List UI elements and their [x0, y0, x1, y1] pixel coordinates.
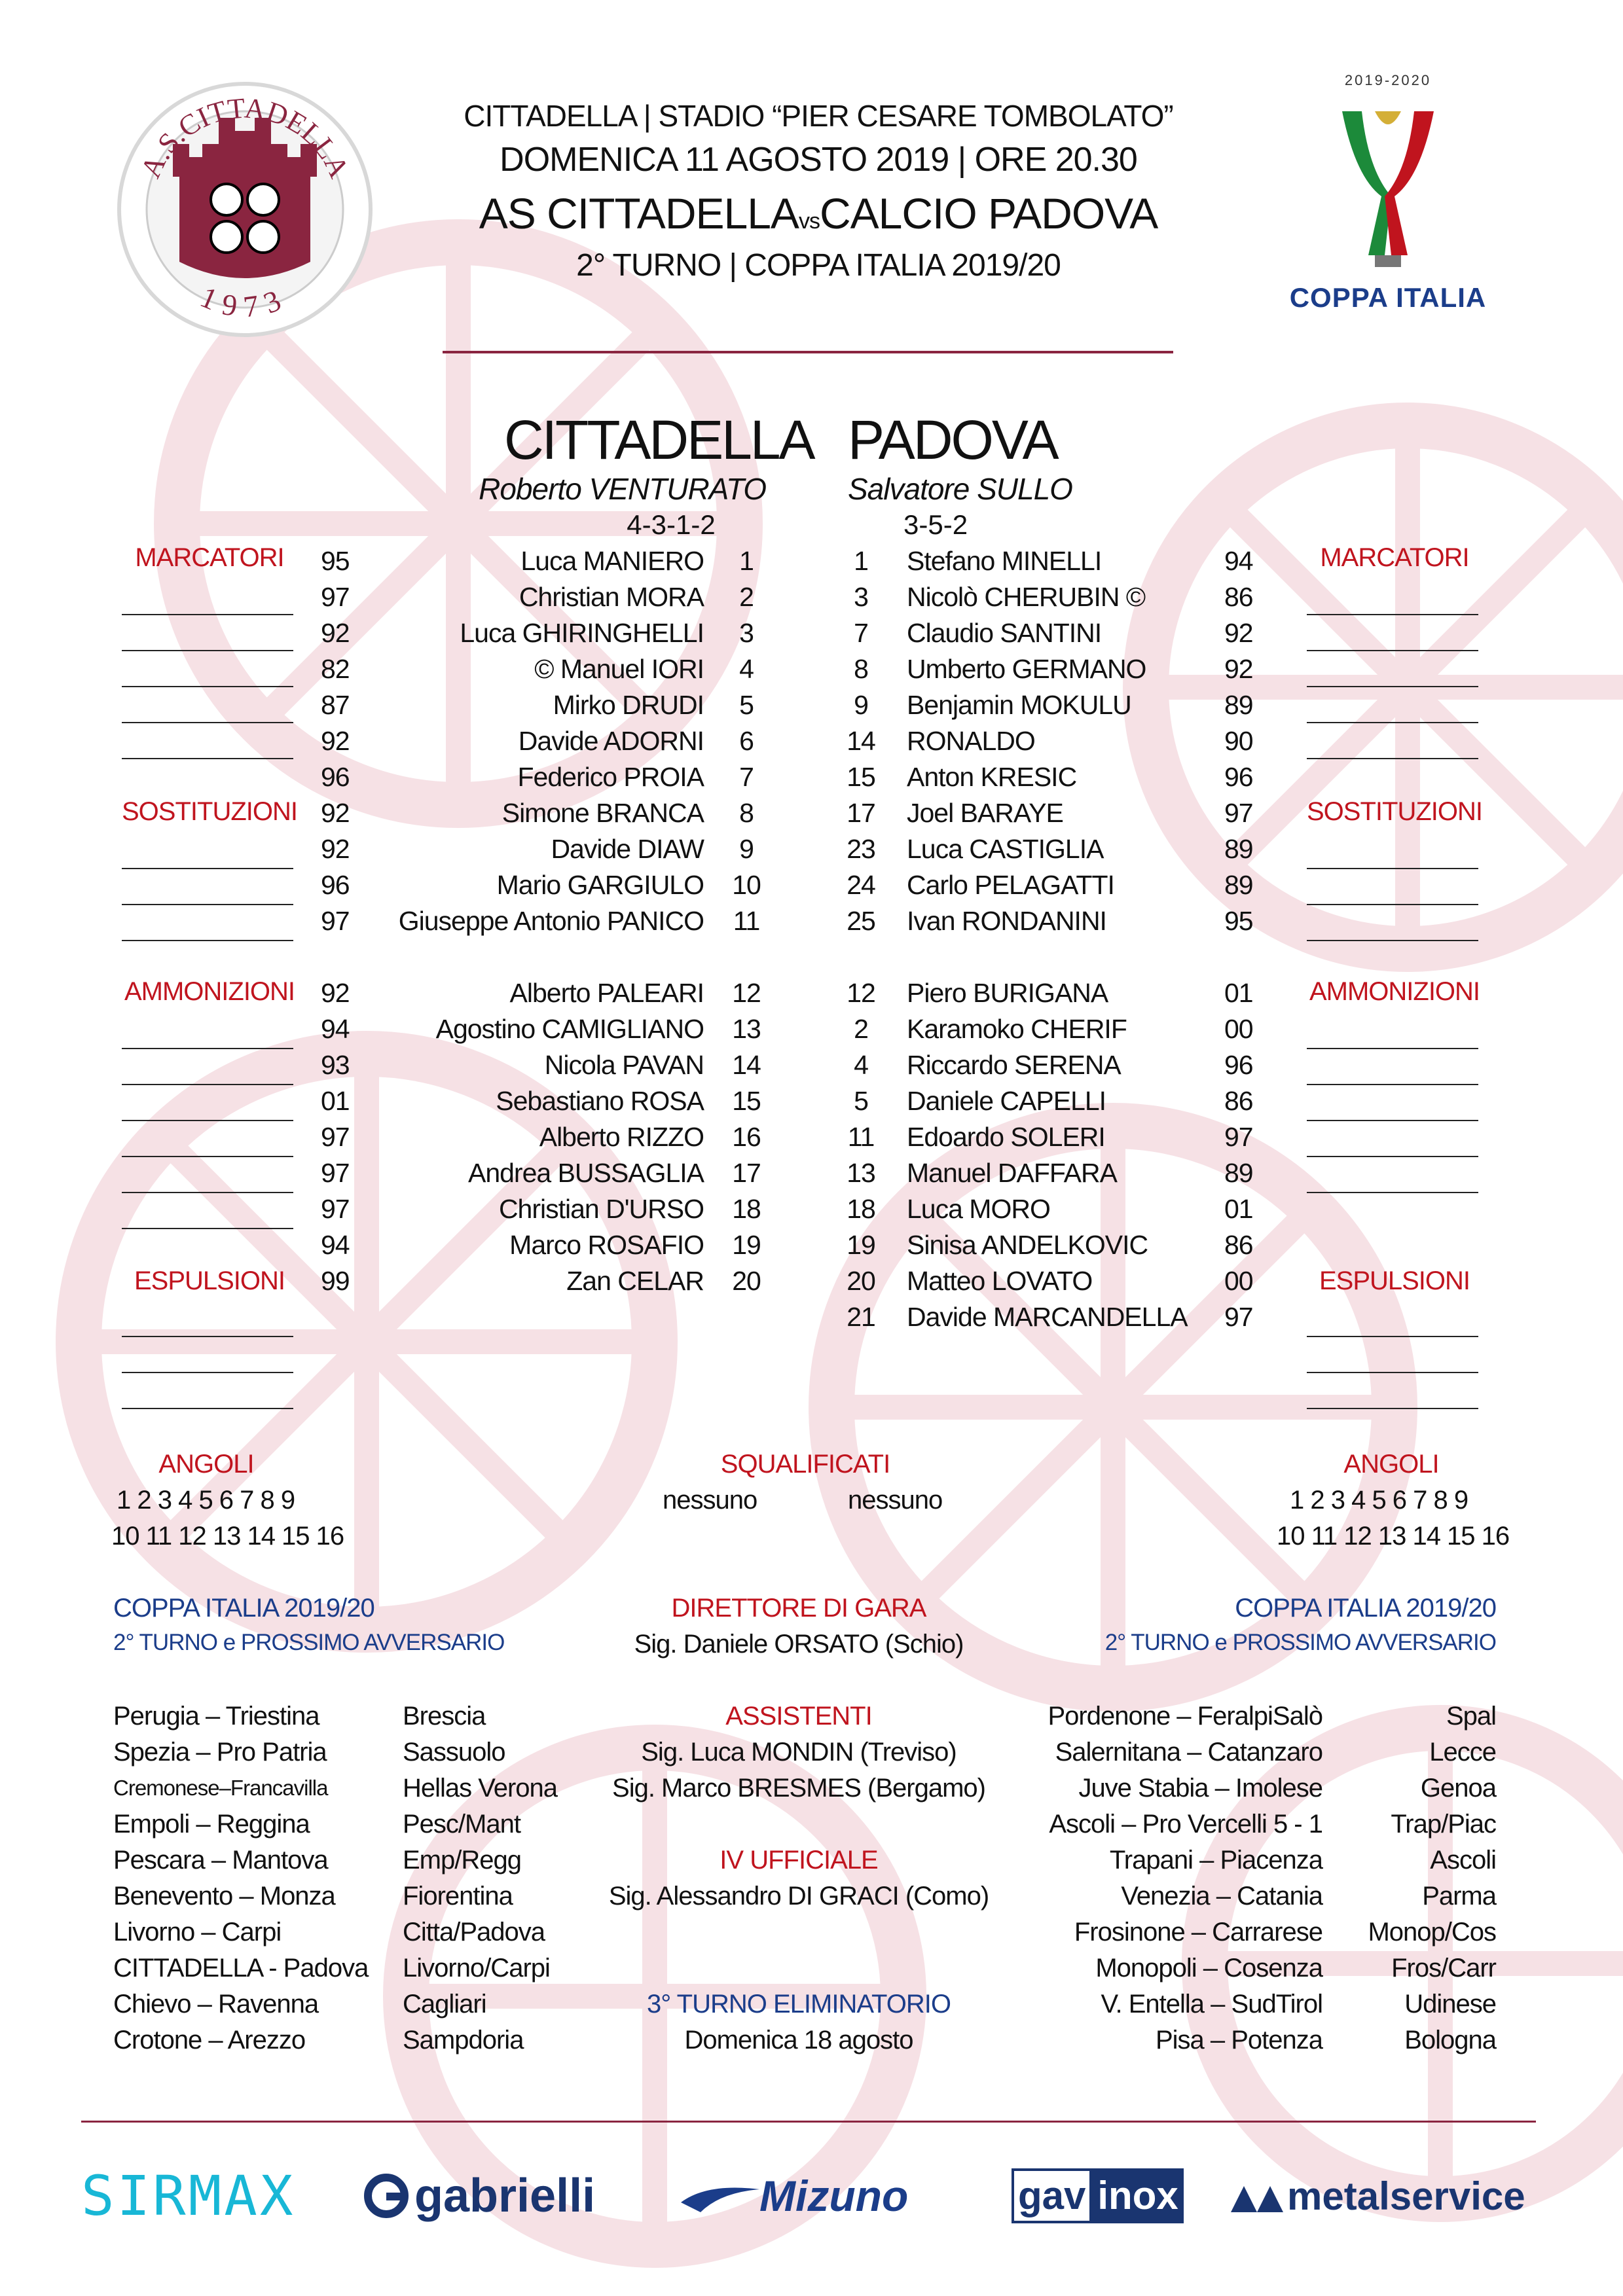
- fixture-next: Citta/Padova: [403, 1918, 545, 1946]
- right-cup-title: COPPA ITALIA 2019/20: [1235, 1594, 1496, 1623]
- fixture-match: Salernitana – Catanzaro: [1055, 1738, 1322, 1767]
- home-player-name: Mario GARGIULO: [496, 870, 704, 900]
- home-player-year: 97: [321, 1194, 350, 1224]
- write-line[interactable]: [1307, 1408, 1478, 1409]
- home-player-number: 14: [732, 1050, 761, 1080]
- write-line[interactable]: [122, 1120, 293, 1121]
- write-line[interactable]: [1307, 1372, 1478, 1373]
- home-player-name: Sebastiano ROSA: [496, 1086, 704, 1116]
- home-player-name: Christian D'URSO: [498, 1194, 704, 1224]
- fixture-match: V. Entella – SudTirol: [1101, 1990, 1322, 2018]
- fixture-match: Frosinone – Carrarese: [1074, 1918, 1322, 1946]
- write-line[interactable]: [122, 1408, 293, 1409]
- home-player-number: 10: [732, 870, 761, 900]
- write-line[interactable]: [1307, 1084, 1478, 1085]
- fixture-next: Sassuolo: [403, 1738, 505, 1767]
- write-line[interactable]: [1307, 1048, 1478, 1049]
- away-player-number: 21: [847, 1302, 875, 1332]
- away-player-name: Carlo PELAGATTI: [907, 870, 1114, 900]
- away-player-number: 23: [847, 834, 875, 864]
- left-cup-title: COPPA ITALIA 2019/20: [113, 1594, 374, 1623]
- home-player-year: 94: [321, 1014, 350, 1044]
- mizuno-logo-text: Mizuno: [759, 2172, 909, 2220]
- away-corners-row1[interactable]: 1 2 3 4 5 6 7 8 9: [1290, 1486, 1468, 1515]
- fixture-next: Parma: [1422, 1882, 1496, 1910]
- fixture-match: Trapani – Piacenza: [1109, 1846, 1322, 1874]
- home-player-year: 92: [321, 834, 350, 864]
- fixture-next: Livorno/Carpi: [403, 1954, 550, 1982]
- write-line[interactable]: [122, 758, 293, 759]
- cup-name: COPPA ITALIA: [1289, 282, 1487, 313]
- write-line[interactable]: [122, 1084, 293, 1085]
- home-player-number: 18: [732, 1194, 761, 1224]
- home-player-number: 15: [732, 1086, 761, 1116]
- write-line[interactable]: [1307, 1156, 1478, 1157]
- referee-title: DIRETTORE DI GARA: [671, 1594, 926, 1623]
- fixture-next: Ascoli: [1430, 1846, 1496, 1874]
- fixture-match: Perugia – Triestina: [113, 1702, 319, 1731]
- away-player-year: 95: [1224, 906, 1253, 936]
- fourth-official-name: Sig. Alessandro DI GRACI (Como): [608, 1882, 989, 1910]
- referee-name: Sig. Daniele ORSATO (Schio): [634, 1630, 964, 1659]
- away-player-name: Luca MORO: [907, 1194, 1050, 1224]
- home-suspended: nessuno: [663, 1486, 757, 1515]
- fixture-match: Chievo – Ravenna: [113, 1990, 319, 2018]
- away-player-year: 97: [1224, 1302, 1253, 1332]
- home-player-name: Giuseppe Antonio PANICO: [398, 906, 704, 936]
- home-player-number: 16: [732, 1122, 761, 1152]
- fixture-next: Brescia: [403, 1702, 486, 1731]
- left-cup-subtitle: 2° TURNO e PROSSIMO AVVERSARIO: [113, 1630, 505, 1655]
- cup-trophy-icon: [1329, 98, 1447, 275]
- away-player-name: Claudio SANTINI: [907, 618, 1102, 648]
- gabrielli-g-icon: [363, 2173, 409, 2219]
- sponsor-gavinox: [1012, 2160, 1182, 2232]
- home-player-year: 92: [321, 618, 350, 648]
- away-player-number: 5: [854, 1086, 868, 1116]
- gavinox-logo-inox: inox: [1092, 2168, 1183, 2223]
- home-player-name: Luca MANIERO: [520, 546, 704, 576]
- home-corners-label: ANGOLI: [158, 1450, 254, 1479]
- home-corners-row2[interactable]: 10 11 12 13 14 15 16: [111, 1522, 344, 1551]
- home-player-name: © Manuel IORI: [534, 654, 704, 684]
- header-vs: vs: [798, 209, 820, 234]
- away-player-name: RONALDO: [907, 726, 1035, 756]
- home-player-number: 2: [739, 582, 754, 612]
- away-scorers-label: MARCATORI: [1320, 543, 1469, 572]
- home-player-name: Simone BRANCA: [501, 798, 704, 828]
- write-line[interactable]: [122, 1228, 293, 1229]
- home-player-name: Zan CELAR: [566, 1266, 704, 1296]
- away-player-number: 14: [847, 726, 875, 756]
- next-round-date: Domenica 18 agosto: [684, 2026, 913, 2054]
- home-player-year: 93: [321, 1050, 350, 1080]
- suspended-label: SQUALIFICATI: [720, 1450, 890, 1479]
- away-player-number: 13: [847, 1158, 875, 1188]
- write-line[interactable]: [1307, 1120, 1478, 1121]
- write-line[interactable]: [1307, 722, 1478, 723]
- home-sendoffs-label: ESPULSIONI: [134, 1266, 285, 1295]
- home-player-year: 99: [321, 1266, 350, 1296]
- write-line[interactable]: [122, 904, 293, 905]
- home-player-name: Andrea BUSSAGLIA: [467, 1158, 704, 1188]
- home-subs-label: SOSTITUZIONI: [122, 797, 297, 826]
- home-player-year: 92: [321, 726, 350, 756]
- away-player-number: 19: [847, 1230, 875, 1260]
- home-player-year: 97: [321, 906, 350, 936]
- home-formation: 4-3-1-2: [627, 509, 716, 540]
- write-line[interactable]: [122, 722, 293, 723]
- fixture-next: Sampdoria: [403, 2026, 524, 2054]
- away-player-number: 11: [847, 1122, 875, 1152]
- gabrielli-logo-text: gabrielli: [414, 2170, 596, 2222]
- home-bookings-label: AMMONIZIONI: [124, 977, 295, 1006]
- fixture-match: Ascoli – Pro Vercelli 5 - 1: [1049, 1810, 1322, 1839]
- fixture-next: Bologna: [1404, 2026, 1496, 2054]
- gavinox-logo-gav: gav: [1012, 2168, 1092, 2223]
- away-subs-label: SOSTITUZIONI: [1307, 797, 1482, 826]
- away-player-year: 89: [1224, 1158, 1253, 1188]
- away-player-number: 2: [854, 1014, 868, 1044]
- header-match: [367, 188, 1270, 238]
- write-line[interactable]: [122, 868, 293, 869]
- away-player-year: 92: [1224, 654, 1253, 684]
- coppa-italia-logo: [1283, 65, 1493, 353]
- away-player-number: 1: [854, 546, 868, 576]
- assistant-2: Sig. Marco BRESMES (Bergamo): [612, 1774, 985, 1803]
- mizuno-runbird-icon: [681, 2176, 759, 2215]
- write-line[interactable]: [1307, 1336, 1478, 1337]
- fixture-next: Cagliari: [403, 1990, 486, 2018]
- write-line[interactable]: [122, 1048, 293, 1049]
- away-player-year: 00: [1224, 1266, 1253, 1296]
- away-player-year: 90: [1224, 726, 1253, 756]
- home-player-name: Marco ROSAFIO: [509, 1230, 704, 1260]
- away-player-name: Anton KRESIC: [907, 762, 1077, 792]
- away-player-year: 96: [1224, 1050, 1253, 1080]
- home-player-number: 4: [739, 654, 754, 684]
- away-player-name: Riccardo SERENA: [907, 1050, 1121, 1080]
- home-player-number: 19: [732, 1230, 761, 1260]
- write-line[interactable]: [122, 940, 293, 941]
- fixture-next: Hellas Verona: [403, 1774, 558, 1803]
- away-corners-row2[interactable]: 10 11 12 13 14 15 16: [1277, 1522, 1510, 1551]
- fixture-next: Spal: [1446, 1702, 1496, 1731]
- fixture-match: Benevento – Monza: [113, 1882, 335, 1910]
- away-player-number: 25: [847, 906, 875, 936]
- home-player-number: 17: [732, 1158, 761, 1188]
- header-home-team: AS CITTADELLA: [479, 189, 799, 238]
- away-player-number: 18: [847, 1194, 875, 1224]
- away-player-number: 20: [847, 1266, 875, 1296]
- home-player-number: 8: [739, 798, 754, 828]
- sponsor-mizuno: [681, 2160, 943, 2232]
- away-player-number: 15: [847, 762, 875, 792]
- fixture-match: Cremonese–Francavilla: [113, 1776, 328, 1800]
- home-player-year: 96: [321, 870, 350, 900]
- home-player-number: 12: [732, 978, 761, 1008]
- away-player-name: Sinisa ANDELKOVIC: [907, 1230, 1148, 1260]
- metalservice-logo-text: metalservice: [1287, 2174, 1525, 2218]
- write-line[interactable]: [122, 1192, 293, 1193]
- away-player-year: 00: [1224, 1014, 1253, 1044]
- away-player-number: 12: [847, 978, 875, 1008]
- home-player-name: Davide DIAW: [551, 834, 704, 864]
- home-player-year: 01: [321, 1086, 350, 1116]
- home-player-name: Christian MORA: [519, 582, 704, 612]
- away-formation: 3-5-2: [903, 509, 968, 540]
- header-venue: CITTADELLA | STADIO “PIER CESARE TOMBOLATO”: [464, 99, 1173, 133]
- fourth-official-title: IV UFFICIALE: [720, 1846, 878, 1874]
- home-player-number: 11: [733, 906, 760, 936]
- fixture-match: Spezia – Pro Patria: [113, 1738, 327, 1767]
- away-player-name: Ivan RONDANINI: [907, 906, 1106, 936]
- write-line[interactable]: [122, 1372, 293, 1373]
- away-player-year: 97: [1224, 1122, 1253, 1152]
- away-player-name: Davide MARCANDELLA: [907, 1302, 1188, 1332]
- away-player-name: Matteo LOVATO: [907, 1266, 1093, 1296]
- away-player-number: 17: [847, 798, 875, 828]
- cup-season: 2019-2020: [1344, 72, 1432, 88]
- write-line[interactable]: [1307, 614, 1478, 615]
- write-line[interactable]: [122, 686, 293, 687]
- write-line[interactable]: [122, 650, 293, 651]
- write-line[interactable]: [122, 1156, 293, 1157]
- home-player-year: 95: [321, 546, 350, 576]
- away-player-name: Daniele CAPELLI: [907, 1086, 1106, 1116]
- away-player-name: Piero BURIGANA: [907, 978, 1108, 1008]
- home-team-name: CITTADELLA: [504, 409, 814, 471]
- away-player-number: 24: [847, 870, 875, 900]
- fixture-next: Fros/Carr: [1391, 1954, 1496, 1982]
- footer-divider: [81, 2121, 1536, 2123]
- home-player-number: 3: [739, 618, 754, 648]
- away-player-number: 3: [854, 582, 868, 612]
- fixture-match: Monopoli – Cosenza: [1095, 1954, 1322, 1982]
- fixture-next: Fiorentina: [403, 1882, 513, 1910]
- write-line[interactable]: [1307, 904, 1478, 905]
- fixture-match: Pisa – Potenza: [1155, 2026, 1322, 2054]
- home-player-year: 82: [321, 654, 350, 684]
- fixture-next: Monop/Cos: [1368, 1918, 1496, 1946]
- away-player-number: 8: [854, 654, 868, 684]
- away-player-year: 97: [1224, 798, 1253, 828]
- away-corners-label: ANGOLI: [1343, 1450, 1439, 1479]
- header-away-team: CALCIO PADOVA: [819, 189, 1158, 238]
- fixture-next: Emp/Regg: [403, 1846, 521, 1874]
- write-line[interactable]: [1307, 650, 1478, 651]
- assistants-title: ASSISTENTI: [725, 1702, 872, 1731]
- away-player-name: Benjamin MOKULU: [907, 690, 1131, 720]
- fixture-next: Genoa: [1420, 1774, 1496, 1803]
- away-player-name: Karamoko CHERIF: [907, 1014, 1127, 1044]
- away-player-year: 89: [1224, 690, 1253, 720]
- away-player-name: Joel BARAYE: [907, 798, 1063, 828]
- fixture-next: Trap/Piac: [1391, 1810, 1496, 1839]
- metalservice-icon: [1231, 2179, 1283, 2212]
- away-player-year: 89: [1224, 870, 1253, 900]
- home-corners-row1[interactable]: 1 2 3 4 5 6 7 8 9: [117, 1486, 295, 1515]
- home-player-year: 92: [321, 798, 350, 828]
- write-line[interactable]: [1307, 1192, 1478, 1193]
- home-player-year: 97: [321, 1158, 350, 1188]
- home-player-name: Luca GHIRINGHELLI: [460, 618, 704, 648]
- next-round-title: 3° TURNO ELIMINATORIO: [647, 1990, 951, 2018]
- cittadella-logo: [114, 65, 376, 353]
- fixture-match: Venezia – Catania: [1121, 1882, 1322, 1910]
- write-line[interactable]: [1307, 940, 1478, 941]
- away-bookings-label: AMMONIZIONI: [1309, 977, 1480, 1006]
- sponsor-gabrielli: [363, 2160, 638, 2232]
- away-player-year: 96: [1224, 762, 1253, 792]
- away-player-year: 94: [1224, 546, 1253, 576]
- away-player-year: 89: [1224, 834, 1253, 864]
- home-player-year: 97: [321, 582, 350, 612]
- away-suspended: nessuno: [848, 1486, 943, 1515]
- away-coach: Salvatore SULLO: [848, 472, 1072, 506]
- fixture-match: Juve Stabia – Imolese: [1078, 1774, 1322, 1803]
- logo-top-text: A.S.CITTADELLA: [134, 92, 356, 183]
- away-player-number: 4: [854, 1050, 868, 1080]
- assistant-1: Sig. Luca MONDIN (Treviso): [641, 1738, 957, 1767]
- sponsor-sirmax: [81, 2160, 317, 2232]
- away-player-year: 86: [1224, 582, 1253, 612]
- home-player-year: 94: [321, 1230, 350, 1260]
- write-line[interactable]: [122, 614, 293, 615]
- away-player-name: Manuel DAFFARA: [907, 1158, 1117, 1188]
- away-sendoffs-label: ESPULSIONI: [1319, 1266, 1470, 1295]
- right-cup-subtitle: 2° TURNO e PROSSIMO AVVERSARIO: [1104, 1630, 1496, 1655]
- away-player-number: 7: [854, 618, 868, 648]
- header-round: 2° TURNO | COPPA ITALIA 2019/20: [576, 248, 1061, 283]
- home-player-number: 6: [739, 726, 754, 756]
- home-player-number: 5: [739, 690, 754, 720]
- home-player-name: Alberto RIZZO: [539, 1122, 704, 1152]
- fixture-match: Crotone – Arezzo: [113, 2026, 306, 2054]
- away-player-name: Stefano MINELLI: [907, 546, 1102, 576]
- home-player-year: 97: [321, 1122, 350, 1152]
- home-player-year: 87: [321, 690, 350, 720]
- away-player-year: 01: [1224, 1194, 1253, 1224]
- fixture-match: Empoli – Reggina: [113, 1810, 310, 1839]
- write-line[interactable]: [1307, 758, 1478, 759]
- away-player-year: 86: [1224, 1230, 1253, 1260]
- header-divider: [443, 351, 1173, 353]
- write-line[interactable]: [1307, 868, 1478, 869]
- fixture-next: Lecce: [1429, 1738, 1496, 1767]
- home-player-number: 7: [739, 762, 754, 792]
- home-player-name: Agostino CAMIGLIANO: [435, 1014, 704, 1044]
- sirmax-logo-text: SIRMAX: [81, 2164, 296, 2228]
- away-player-name: Nicolò CHERUBIN ©: [907, 582, 1146, 612]
- away-player-year: 92: [1224, 618, 1253, 648]
- logo-year-text: 1973: [195, 279, 295, 324]
- home-player-number: 1: [739, 546, 754, 576]
- header-date: DOMENICA 11 AGOSTO 2019 | ORE 20.30: [500, 141, 1137, 179]
- home-player-year: 92: [321, 978, 350, 1008]
- home-player-name: Alberto PALEARI: [509, 978, 704, 1008]
- fixture-match: CITTADELLA - Padova: [113, 1954, 369, 1982]
- write-line[interactable]: [1307, 686, 1478, 687]
- write-line[interactable]: [122, 1336, 293, 1337]
- fixture-next: Pesc/Mant: [403, 1810, 520, 1839]
- fixture-match: Pordenone – FeralpiSalò: [1048, 1702, 1322, 1731]
- home-player-number: 9: [739, 834, 754, 864]
- home-player-number: 20: [732, 1266, 761, 1296]
- sponsor-metalservice: [1231, 2160, 1539, 2232]
- away-team-name: PADOVA: [848, 409, 1057, 471]
- fixture-match: Livorno – Carpi: [113, 1918, 282, 1946]
- away-player-year: 01: [1224, 978, 1253, 1008]
- away-player-name: Umberto GERMANO: [907, 654, 1146, 684]
- fixture-next: Udinese: [1404, 1990, 1496, 2018]
- away-player-number: 9: [854, 690, 868, 720]
- away-player-year: 86: [1224, 1086, 1253, 1116]
- home-player-name: Mirko DRUDI: [553, 690, 704, 720]
- home-player-number: 13: [732, 1014, 761, 1044]
- home-player-name: Davide ADORNI: [518, 726, 704, 756]
- home-player-name: Federico PROIA: [517, 762, 704, 792]
- away-player-name: Luca CASTIGLIA: [907, 834, 1104, 864]
- home-player-name: Nicola PAVAN: [544, 1050, 704, 1080]
- home-player-year: 96: [321, 762, 350, 792]
- away-player-name: Edoardo SOLERI: [907, 1122, 1105, 1152]
- home-coach: Roberto VENTURATO: [479, 472, 766, 506]
- home-scorers-label: MARCATORI: [135, 543, 284, 572]
- fixture-match: Pescara – Mantova: [113, 1846, 328, 1874]
